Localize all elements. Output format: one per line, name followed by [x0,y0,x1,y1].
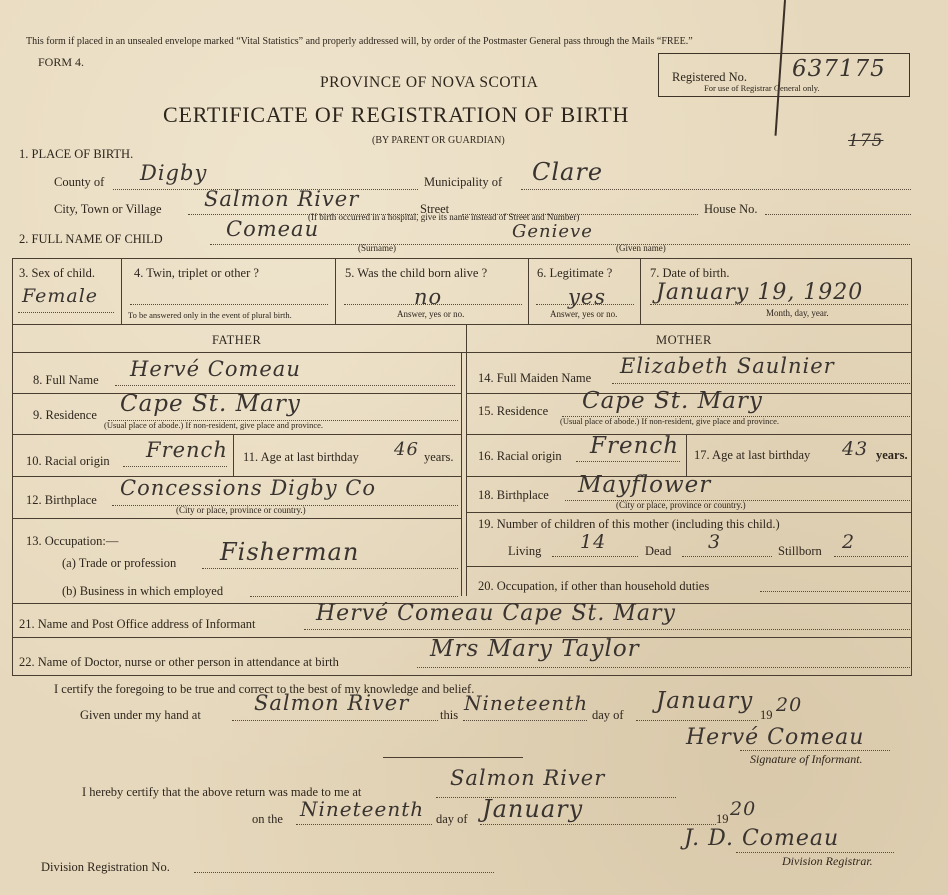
legit-value: yes [568,285,607,309]
father-birthplace: Concessions Digby Co [120,476,377,500]
registrar-day: Nineteenth [300,797,425,821]
city-value: Salmon River [204,187,360,211]
father-age: 46 [394,439,419,460]
informant-value: Hervé Comeau Cape St. Mary [316,601,676,626]
given-month: January [656,688,754,714]
father-occupation-label: 13. Occupation:— [26,534,119,548]
mother-residence-note: (Usual place of abode.) If non-resident, give place and province. [560,416,780,426]
rule-22 [12,675,912,676]
rule-col-a [121,258,122,324]
mother-years: years. [876,448,908,462]
corner-number: 175 [848,131,884,151]
registered-number: 637175 [792,56,886,82]
doctor-value: Mrs Mary Taylor [430,636,640,662]
registrar-on-label: on the [252,812,283,826]
registrar-year-suffix: 20 [730,798,757,820]
rule-mother-age-sep [686,434,687,476]
rule-father-2 [12,434,461,435]
mother-racial-line [576,461,680,462]
father-business-line [250,596,458,597]
mother-residence-label: 15. Residence [478,404,549,418]
mother-birthplace-note: (City or place, province or country.) [616,500,746,510]
given-day: Nineteenth [464,691,589,715]
child-given-name: Genieve [512,221,593,242]
house-label: House No. [704,202,758,216]
father-trade: Fisherman [220,538,360,566]
registrar-signature: J. D. Comeau [684,826,840,851]
mother-heading: MOTHER [656,333,712,347]
registrar-month: January [482,795,584,823]
street-note: (If birth occurred in a hospital, give its name instead of Street and Number) [308,212,580,222]
father-trade-label: (a) Trade or profession [62,556,177,570]
father-heading: FATHER [212,333,262,347]
sex-label: 3. Sex of child. [19,266,96,280]
living-label: Living [508,544,542,558]
father-name-label: 8. Full Name [33,373,99,387]
county-label: County of [54,175,105,189]
form-number: FORM 4. [38,55,85,69]
legit-line [536,304,634,305]
city-label: City, Town or Village [54,202,162,216]
rule-mother-2 [466,434,912,435]
rule-col-c [528,258,529,324]
father-trade-line [202,568,458,569]
children-label: 19. Number of children of this mother (including this child.) [478,517,780,531]
rule-father-4 [12,518,461,519]
place-heading: 1. PLACE OF BIRTH. [19,147,134,161]
dead-line [682,556,772,557]
registrar-year-prefix: 19 [716,812,729,826]
given-year-suffix: 20 [776,694,803,716]
rule-mother-5 [466,566,912,567]
alive-note: Answer, yes or no. [397,309,465,319]
twin-label: 4. Twin, triplet or other ? [134,266,259,280]
alive-label: 5. Was the child born alive ? [345,266,488,280]
child-name-label: 2. FULL NAME OF CHILD [19,232,163,246]
mother-maiden: Elizabeth Saulnier [620,354,835,378]
dead-label: Dead [645,544,672,558]
rule-col-b [335,258,336,324]
rule-parents-divider [466,324,467,596]
father-residence-note: (Usual place of abode.) If non-resident, give place and province. [104,420,324,430]
registrar-general-note: For use of Registrar General only. [704,83,820,93]
father-birthplace-note: (City or place, province or country.) [176,505,306,515]
father-name-line [115,385,455,386]
living-line [552,556,638,557]
rule-row3-bottom [12,324,912,325]
twin-line [130,304,328,305]
informant-signature: Hervé Comeau [686,725,865,750]
right-border [911,258,912,675]
registrar-month-line [480,824,716,825]
twin-note: To be answered only in the event of plural birth. [128,310,292,320]
informant-signature-label: Signature of Informant. [750,752,863,766]
mother-occupation-line [760,591,910,592]
child-surname: Comeau [226,217,320,241]
alive-line [344,304,522,305]
mother-maiden-line [612,383,910,384]
street-label: Street [420,202,450,216]
registrar-place: Salmon River [450,766,606,790]
sex-line [18,312,114,313]
rule-parents-divider-inner [461,352,462,596]
municipality-line [521,189,911,190]
father-name: Hervé Comeau [130,357,301,381]
left-border [12,258,13,675]
registrar-day-of-label: day of [436,812,468,826]
rule-col-d [640,258,641,324]
certify-statement: I certify the foregoing to be true and correct to the best of my knowledge and belief. [54,682,475,696]
doctor-label: 22. Name of Doctor, nurse or other person in attendance at birth [19,655,339,669]
date-label: 7. Date of birth. [650,266,730,280]
stillborn-value: 2 [842,531,856,553]
given-day-of-label: day of [592,708,624,722]
informant-signature-line [740,750,890,751]
mother-occupation-label: 20. Occupation, if other than household duties [478,579,710,593]
registrar-signature-label: Division Registrar. [782,854,873,868]
certificate-title: CERTIFICATE OF REGISTRATION OF BIRTH [163,102,630,127]
registrar-statement: I hereby certify that the above return was made to me at [82,785,362,799]
legit-note: Answer, yes or no. [550,309,618,319]
division-registration-line [194,872,494,873]
doctor-line [417,667,910,668]
legit-label: 6. Legitimate ? [537,266,613,280]
surname-label: (Surname) [358,243,396,253]
father-residence-label: 9. Residence [33,408,97,422]
father-birthplace-label: 12. Birthplace [26,493,97,507]
dead-value: 3 [708,531,722,553]
living-value: 14 [580,531,607,553]
mother-maiden-label: 14. Full Maiden Name [478,371,592,385]
sex-value: Female [22,285,99,307]
child-name-line [210,244,910,245]
date-value: January 19, 1920 [656,280,864,305]
given-place: Salmon River [254,691,410,715]
province-heading: PROVINCE OF NOVA SCOTIA [320,74,539,91]
father-racial: French [146,438,228,462]
mother-racial: French [590,433,680,459]
rule-father-age-sep [233,434,234,476]
mother-racial-label: 16. Racial origin [478,449,562,463]
father-age-label: 11. Age at last birthday [243,450,359,464]
mother-age-label: 17. Age at last birthday [694,448,811,462]
father-years: years. [424,450,454,464]
mother-age: 43 [842,438,869,460]
house-line [765,214,911,215]
given-under-label: Given under my hand at [80,708,201,722]
given-day-line [463,720,587,721]
given-year-prefix: 19 [760,708,773,722]
rule-separator [383,757,523,758]
postal-notice: This form if placed in an unsealed envelope marked “Vital Statistics” and properly addressed will, by order of the Postmaster General pass through the Mails “FREE.” [26,36,693,47]
registered-number-label: Registered No. [672,70,747,84]
given-name-label: (Given name) [616,243,666,253]
given-month-line [636,720,758,721]
mother-residence: Cape St. Mary [582,388,763,414]
this-label: this [440,708,459,722]
father-business-label: (b) Business in which employed [62,584,224,598]
date-line [650,304,908,305]
father-racial-line [123,466,227,467]
registrar-day-line [296,824,432,825]
stillborn-label: Stillborn [778,544,822,558]
rule-mother-4 [466,512,912,513]
mother-birthplace-label: 18. Birthplace [478,488,549,502]
stillborn-line [834,556,908,557]
father-residence: Cape St. Mary [120,391,301,417]
alive-value: no [414,285,443,309]
municipality-value: Clare [532,158,604,186]
certificate-subtitle: (BY PARENT OR GUARDIAN) [372,135,505,146]
given-place-line [232,720,438,721]
date-note: Month, day, year. [766,308,829,318]
informant-line [304,629,910,630]
father-racial-label: 10. Racial origin [26,454,110,468]
division-registration-label: Division Registration No. [41,860,170,874]
rule-row3-top [12,258,912,259]
registrar-signature-line [736,852,894,853]
mother-birthplace: Mayflower [578,472,712,498]
rule-parents-heading [12,352,912,353]
informant-label: 21. Name and Post Office address of Informant [19,617,256,631]
county-value: Digby [140,161,208,185]
municipality-label: Municipality of [424,175,503,189]
